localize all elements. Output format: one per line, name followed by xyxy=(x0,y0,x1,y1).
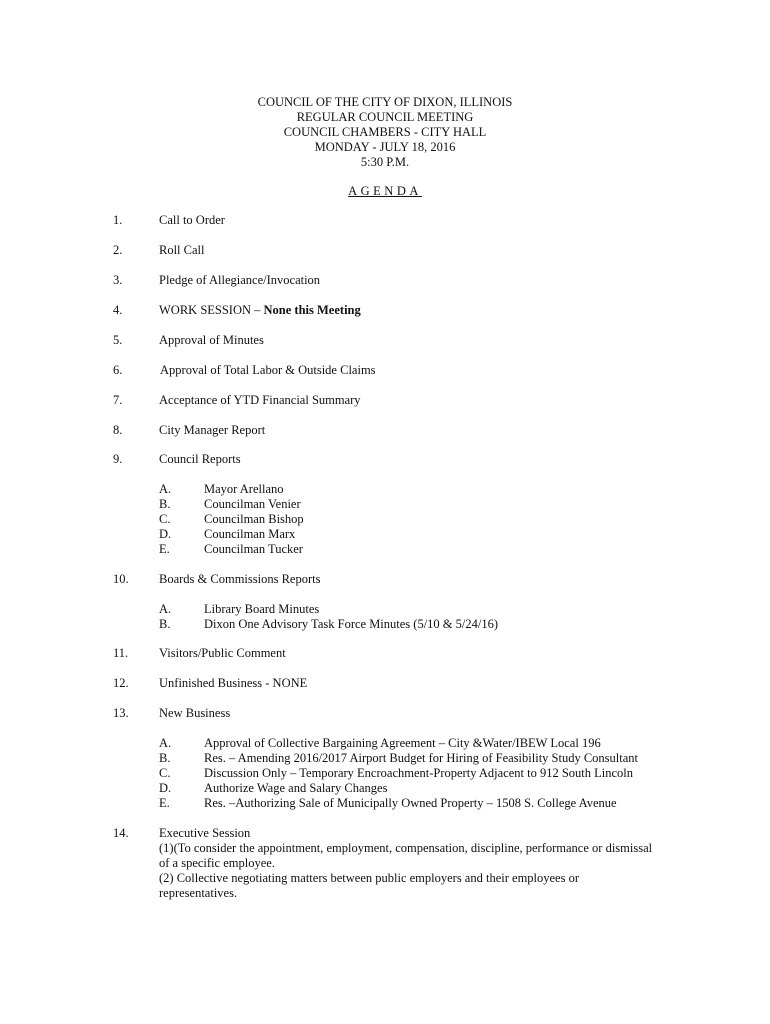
item-number: 8. xyxy=(113,423,123,437)
item-label: Council Reports xyxy=(159,452,241,466)
item-number: 6. xyxy=(113,363,123,377)
header-date: MONDAY - JULY 18, 2016 xyxy=(314,140,456,154)
sub-item-letter: C. xyxy=(159,512,171,526)
sub-item-text: Authorize Wage and Salary Changes xyxy=(204,781,388,795)
executive-session-text: representatives. xyxy=(159,886,238,900)
sub-item-text: Discussion Only – Temporary Encroachment-Property Adjacent to 912 South Lincoln xyxy=(204,766,634,780)
item-number: 11. xyxy=(113,646,129,660)
header-meeting-type: REGULAR COUNCIL MEETING xyxy=(296,110,474,124)
document-header xyxy=(0,95,770,170)
item-number: 7. xyxy=(113,393,123,407)
sub-item-text: Councilman Bishop xyxy=(204,512,304,526)
sub-item-text: Approval of Collective Bargaining Agreement – City &Water/IBEW Local 196 xyxy=(204,736,601,750)
item-label: Pledge of Allegiance/Invocation xyxy=(159,273,321,287)
item-label: Executive Session xyxy=(159,826,251,840)
sub-item-text: Res. –Authorizing Sale of Municipally Owned Property – 1508 S. College Avenue xyxy=(204,796,617,810)
item-label: Unfinished Business - NONE xyxy=(159,676,308,690)
header-time: 5:30 P.M. xyxy=(360,155,410,169)
executive-session-text: (2) Collective negotiating matters between public employers and their employees or xyxy=(159,871,580,885)
sub-item-letter: A. xyxy=(159,736,172,750)
sub-item-letter: E. xyxy=(159,542,170,556)
sub-item-text: Councilman Marx xyxy=(204,527,296,541)
header-location: COUNCIL CHAMBERS - CITY HALL xyxy=(283,125,487,139)
executive-session-text: of a specific employee. xyxy=(159,856,275,870)
sub-item-letter: B. xyxy=(159,617,171,631)
executive-session-text: (1)(To consider the appointment, employment, compensation, discipline, performance or dismissal xyxy=(159,841,653,855)
item-number: 14. xyxy=(113,826,129,840)
item-label-text: WORK SESSION – xyxy=(159,303,264,317)
item-number: 12. xyxy=(113,676,129,690)
item-label: Approval of Total Labor & Outside Claims xyxy=(160,363,376,377)
sub-item-letter: A. xyxy=(159,602,172,616)
item-number: 5. xyxy=(113,333,123,347)
sub-item-text: Councilman Venier xyxy=(204,497,301,511)
sub-item-letter: E. xyxy=(159,796,170,810)
sub-item-text: Mayor Arellano xyxy=(204,482,284,496)
sub-item-letter: C. xyxy=(159,766,171,780)
item-label: Roll Call xyxy=(159,243,205,257)
item-label: City Manager Report xyxy=(159,423,266,437)
item-number: 4. xyxy=(113,303,123,317)
item-label: Call to Order xyxy=(159,213,225,227)
sub-item-letter: B. xyxy=(159,751,171,765)
sub-item-text: Library Board Minutes xyxy=(204,602,320,616)
item-label: Visitors/Public Comment xyxy=(159,646,286,660)
item-label xyxy=(159,303,361,318)
item-number: 3. xyxy=(113,273,123,287)
item-label: Acceptance of YTD Financial Summary xyxy=(159,393,361,407)
item-number: 10. xyxy=(113,572,129,586)
item-number: 2. xyxy=(113,243,123,257)
item-label: Boards & Commissions Reports xyxy=(159,572,321,586)
item-number: 9. xyxy=(113,452,123,466)
sub-item-text: Councilman Tucker xyxy=(204,542,303,556)
sub-item-letter: D. xyxy=(159,781,172,795)
agenda-title: AGENDA xyxy=(348,184,422,198)
header-city-council: COUNCIL OF THE CITY OF DIXON, ILLINOIS xyxy=(257,95,513,109)
sub-item-letter: B. xyxy=(159,497,171,511)
sub-item-text: Res. – Amending 2016/2017 Airport Budget for Hiring of Feasibility Study Consultant xyxy=(204,751,639,765)
sub-item-letter: A. xyxy=(159,482,172,496)
sub-item-text: Dixon One Advisory Task Force Minutes (5/10 & 5/24/16) xyxy=(204,617,499,631)
sub-item-letter: D. xyxy=(159,527,172,541)
item-label: New Business xyxy=(159,706,231,720)
item-label-bold: None this Meeting xyxy=(263,303,361,317)
item-label: Approval of Minutes xyxy=(159,333,264,347)
item-number: 13. xyxy=(113,706,129,720)
item-number: 1. xyxy=(113,213,123,227)
